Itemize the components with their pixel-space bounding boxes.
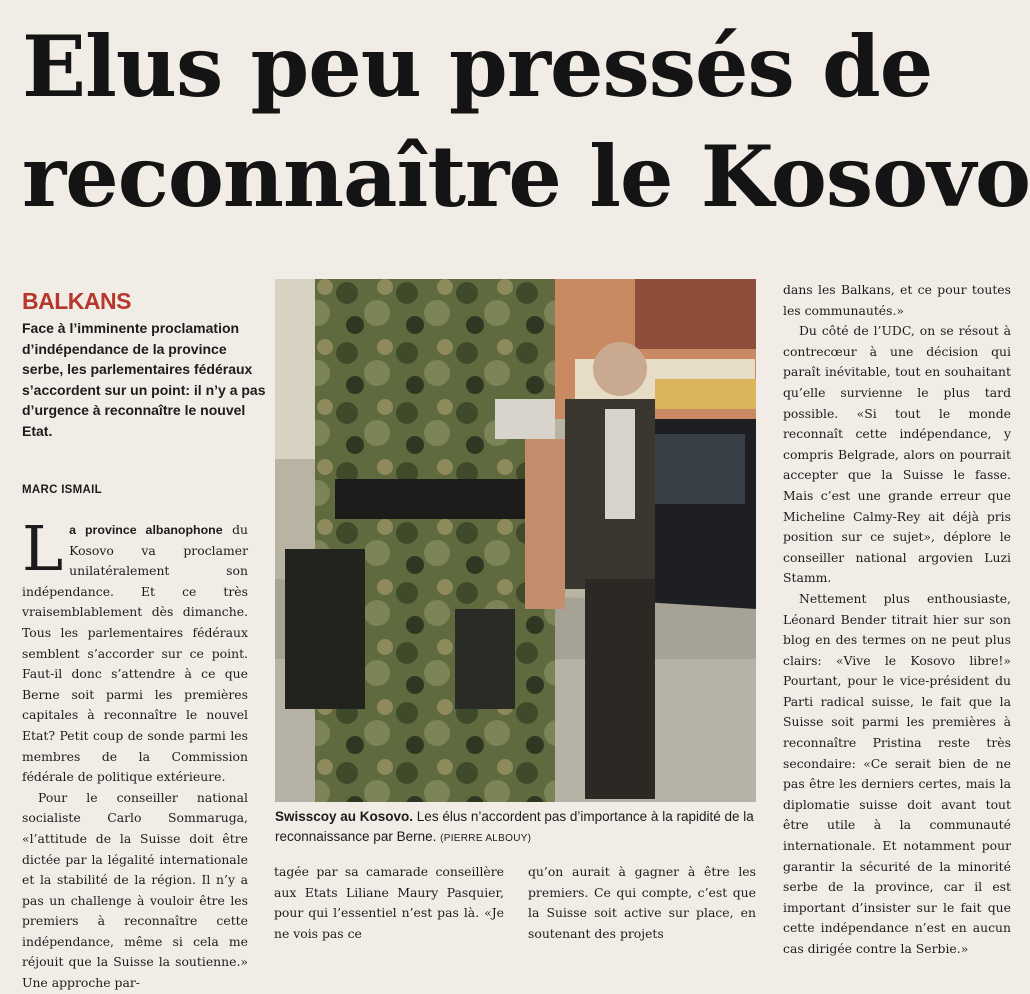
photo-credit: (PIERRE ALBOUY) <box>440 833 532 844</box>
article-text: du Kosovo va proclamer unilatéralement son indépendance. Et ce très vraisemblablement dès dimanche. Tous les parlementaires fédéraux semblent s’accorder sur ce point. Faut-il donc s’attendre à ce que Berne soit parmi les premières capitales à reconnaître le nouvel Etat? Petit coup de sonde parmi les membres de la Commission fédérale de politique extérieure. <box>22 522 248 785</box>
caption-title: Swisscoy au Kosovo. <box>275 809 414 824</box>
article-paragraph: Du côté de l’UDC, on se résout à contrecœur à une décision qui paraît inévitable, tout en souhaitant qu’elle survienne le plus tard possible. «Si tout le monde reconnaît cette indépendance, y compris Belgrade, alors on pourrait accepter que la Suisse le fasse. Mais c’est une grande erreur que Micheline Calmy-Rey ait déjà pris position sur ce sujet», déplore le conseiller national argovien Luzi Stamm. <box>783 323 1011 586</box>
article-column-3 <box>528 862 756 944</box>
article-column-1 <box>22 512 248 991</box>
headline-line-1: Elus peu pressés de <box>22 17 933 116</box>
article-paragraph: qu’on aurait à gagner à être les premiers. Ce qui compte, c’est que la Suisse soit active sur place, en soutenant des projets <box>528 864 756 941</box>
section-kicker: BALKANS <box>22 288 131 314</box>
lead-paragraph: Face à l’imminente proclamation d’indépendance de la province serbe, les parlementaires fédéraux s’accordent sur un point: il n’y a pas d’urgence à reconnaître le nouvel Etat. <box>22 320 266 439</box>
headline <box>22 12 1030 232</box>
article-paragraph: Nettement plus enthousiaste, Léonard Bender titrait hier sur son blog en des termes on ne peut plus clairs: «Vive le Kosovo libre!» Pourtant, pour le vice-président du Parti radical suisse, le fait que la Suisse soit parmi les premières à reconnaître Pristina reste très secondaire: «Ce serait bien de ne pas être les derniers certes, mais la diplomatie suisse doit avant tout être utile à la communauté internationale. Et notamment pour garantir la sécurité de la minorité serbe de la province, car il est important d’insister sur le fait que cette indépendance n’est en aucun cas dirigée contre la Serbie.» <box>783 590 1011 956</box>
lead-in: a province albanophone <box>69 523 223 537</box>
article-paragraph: tagée par sa camarade conseillère aux Etats Liliane Maury Pasquier, pour qui l’essentiel n’est pas là. «Je ne vois pas ce <box>274 864 504 941</box>
article-paragraph: Pour le conseiller national socialiste Carlo Sommaruga, «l’attitude de la Suisse doit être dictée par la légalité internationale et la stabilité de la région. Il n’y a pas un challenge à vouloir être les premiers à reconnaître cette indépendance, même si cela me réjouit que la Suisse la soutienne.» Une approche par- <box>22 789 248 991</box>
news-photo <box>275 279 756 802</box>
article-paragraph: dans les Balkans, et ce pour toutes les communautés.» <box>783 282 1011 318</box>
article-paragraph <box>22 512 248 788</box>
photo-illustration <box>275 279 756 802</box>
headline-line-2: reconnaître le Kosovo <box>22 127 1030 226</box>
drop-cap: L <box>22 512 64 585</box>
photo-caption <box>275 807 760 849</box>
caption-text: Les élus n’accordent pas d’importance à la rapidité de la reconnaissance par Berne. <box>275 809 754 844</box>
byline: MARC ISMAIL <box>22 484 102 496</box>
article-column-2 <box>274 862 504 944</box>
article-column-4 <box>783 280 1011 956</box>
